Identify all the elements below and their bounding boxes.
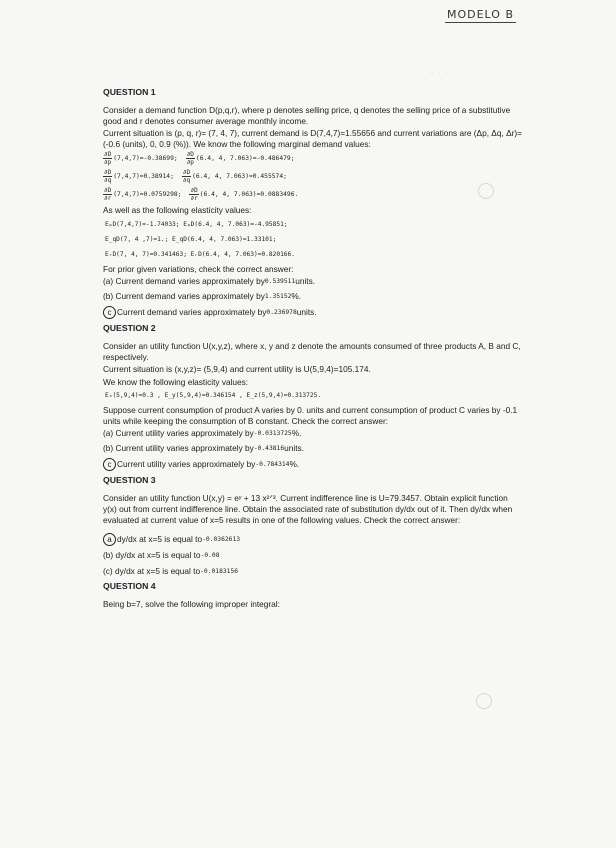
partial-derivative: $\frac{\partial D}{\partial q}$ <box>104 169 112 185</box>
derivative-value: (7,4,7)=0.0759298; <box>113 191 182 199</box>
elasticity-line: E_qD(7, 4 ,7)=1.; E_qD(6.4, 4, 7.063)=1.33101; <box>105 235 277 243</box>
option-label: (a) <box>103 427 114 438</box>
option-text: %. <box>291 291 302 302</box>
question-text: Current situation is (p, q, r)= (7, 4, 7), current demand is D(7,4,7)=1.55656 and current variations are (Δp, Δq, Δr)= (-0.6 (units), 0, 0.9 (%)). We know the following marginal demand values: <box>103 128 522 150</box>
option-value: 1.35152 <box>264 293 292 301</box>
answer-option-a[interactable] <box>103 428 523 439</box>
question-text: Current situation is (x,y,z)= (5,9,4) and current utility is U(5,9,4)=105.174. <box>103 364 371 375</box>
question-title: QUESTION 1 <box>103 87 156 97</box>
derivative-row <box>103 151 523 166</box>
derivative-value: (6.4, 4, 7.063)=-0.486479; <box>195 155 295 163</box>
bleed-through-mark: · · · <box>430 70 449 77</box>
answer-option-a[interactable] <box>103 533 523 546</box>
question-prompt: Suppose current consumption of product A varies by 0. units and current consumption of product C varies by -0.1 units while keeping the consumption of B constant. Check the correct answer: <box>103 404 518 426</box>
option-text: %. <box>291 427 302 438</box>
derivative-row <box>103 169 523 184</box>
option-text: units. <box>284 442 304 453</box>
option-value: -0.784314 <box>255 461 290 469</box>
bleed-through-circle <box>476 693 492 709</box>
partial-derivative: $\frac{\partial D}{\partial p}$ <box>186 151 194 167</box>
circled-option-label: a <box>103 533 116 546</box>
question-title: QUESTION 2 <box>103 323 156 334</box>
question-prompt: For prior given variations, check the correct answer: <box>103 263 294 274</box>
option-text: dy/dx at x=5 is equal to <box>117 534 203 545</box>
question-text: Being b=7, solve the following improper integral: <box>103 598 280 609</box>
question-text: Consider an utility function U(x,y,z), where x, y and z denote the amounts consumed of three products A, B and C, respectively. <box>103 341 521 363</box>
question-title: QUESTION 3 <box>103 475 156 486</box>
answer-option-c[interactable] <box>103 458 523 471</box>
answer-option-b[interactable] <box>103 291 523 302</box>
option-text: %. <box>289 459 300 470</box>
derivative-value: (6.4, 4, 7.063)=0.0883496. <box>199 191 299 199</box>
circled-option-label: c <box>103 458 116 471</box>
option-text: Current demand varies approximately by <box>117 307 267 318</box>
elasticity-line: EᵣD(7, 4, 7)=0.341463; EᵣD(6.4, 4, 7.063)=0.820166. <box>105 250 295 258</box>
partial-derivative: $\frac{\partial D}{\partial r}$ <box>104 187 112 203</box>
option-value: 0.236978 <box>266 309 297 317</box>
question-text: We know the following elasticity values: <box>103 376 249 387</box>
partial-derivative: $\frac{\partial D}{\partial r}$ <box>190 187 198 203</box>
option-label: (b) <box>103 442 114 453</box>
question-text: As well as the following elasticity values: <box>103 205 252 216</box>
question-1 <box>103 87 523 319</box>
elasticity-line: EₚD(7,4,7)=-1.74033; EₚD(6.4, 4, 7.063)=-4.95851; <box>105 220 288 228</box>
option-value: -0.0183156 <box>200 567 239 575</box>
exam-content <box>103 83 523 611</box>
derivative-value: (7,4,7)=0.38914; <box>113 173 174 181</box>
option-value: -0.08 <box>200 552 220 560</box>
question-3 <box>103 475 523 577</box>
option-text: Current utility varies approximately by <box>115 442 254 453</box>
option-text: units. <box>296 307 317 318</box>
answer-option-c[interactable] <box>103 306 523 319</box>
partial-derivative: $\frac{\partial D}{\partial q}$ <box>182 169 191 185</box>
elasticity-line: Eₓ(5,9,4)=0.3 , E_y(5,9,4)=0.346154 , E_z(5,9,4)=0.313725. <box>105 391 322 399</box>
derivative-row <box>103 187 523 202</box>
option-value: -0.43816 <box>253 444 285 452</box>
option-text: Current utility varies approximately by <box>117 459 256 470</box>
derivative-value: (6.4, 4, 7.063)=0.455574; <box>192 173 287 181</box>
handwritten-model-label: MODELO B <box>446 8 514 21</box>
question-2 <box>103 323 523 471</box>
answer-option-c[interactable] <box>103 566 523 577</box>
question-text: Consider an utility function U(x,y) = eʸ + 13 x²ᐟ³. Current indifference line is U=79.3457. Obtain explicit function y(x) out from current indifference line. Obtain the associated rate of substitution dy/dx out of it. Then dy/dx when evaluated at current value of x=5 results in one of the following values. Check the correct answer: <box>103 493 513 526</box>
option-text: units. <box>295 275 316 286</box>
option-label: (c) <box>103 565 113 576</box>
circled-option-label: c <box>103 306 116 319</box>
partial-derivative: $\frac{\partial D}{\partial p}$ <box>104 151 112 167</box>
answer-option-b[interactable] <box>103 550 523 561</box>
option-text: Current demand varies approximately by <box>115 275 265 286</box>
option-label: (b) <box>103 550 114 561</box>
option-text: Current utility varies approximately by <box>115 427 254 438</box>
question-4 <box>103 581 523 610</box>
option-label: (b) <box>103 291 114 302</box>
option-text: dy/dx at x=5 is equal to <box>115 565 201 576</box>
option-label: (a) <box>103 275 114 286</box>
option-value: -0.0313725 <box>253 429 292 437</box>
question-text: Consider a demand function D(p,q,r), where p denotes selling price, q denotes the selling price of a substitutive good and r denotes consumer average monthly income. <box>103 105 511 127</box>
option-text: dy/dx at x=5 is equal to <box>115 550 201 561</box>
option-value: 0.539511 <box>264 277 296 285</box>
derivative-value: (7,4,7)=-0.38699; <box>113 155 178 163</box>
answer-option-a[interactable] <box>103 276 523 287</box>
question-title: QUESTION 4 <box>103 580 156 591</box>
answer-option-b[interactable] <box>103 443 523 454</box>
option-text: Current demand varies approximately by <box>115 291 265 302</box>
option-value: -0.0362613 <box>202 536 241 544</box>
